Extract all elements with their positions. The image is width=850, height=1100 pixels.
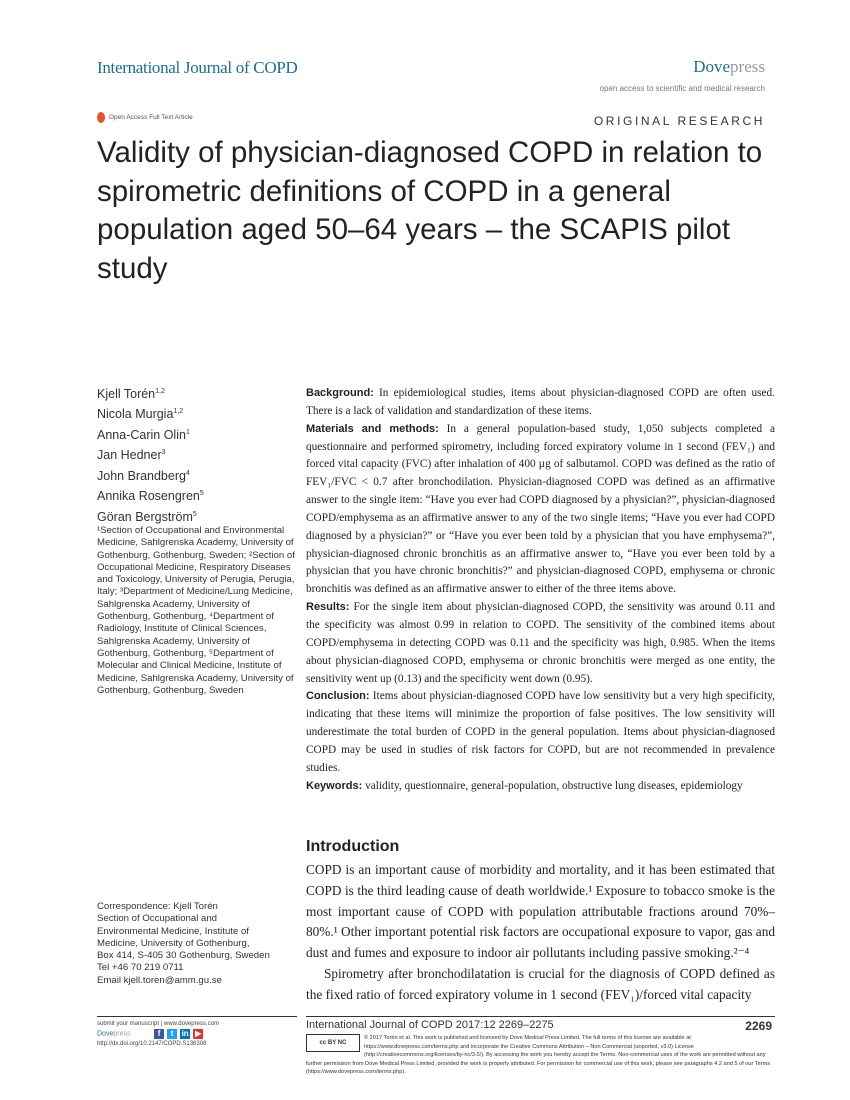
correspondence-line: Correspondence: Kjell Torén: [97, 901, 218, 912]
citation: International Journal of COPD 2017:12 2269–2275: [306, 1019, 554, 1031]
open-access-label: Open Access Full Text Article: [109, 114, 193, 121]
abstract-label: Background:: [306, 387, 374, 399]
publisher-logo-b: press: [730, 57, 765, 76]
author-name: Jan Hedner: [97, 448, 162, 463]
abstract-section: [306, 385, 775, 421]
publisher-tagline: open access to scientific and medical research: [599, 84, 765, 93]
open-access-icon: [97, 112, 105, 123]
author: [97, 465, 204, 485]
author-name: Anna-Carin Olin: [97, 428, 186, 443]
author-affiliation-ref: 1,2: [155, 388, 165, 395]
open-access-badge: [97, 112, 193, 123]
author: [97, 424, 204, 444]
abstract-text: In a general population-based study, 1,050 subjects completed a questionnaire and performed spirometry, including forced expiratory volume in 1 second (FEV₁) and forced vital capacity (FVC) after inhalation of 400 µg of salbutamol. COPD was defined as the ratio of FEV₁/FVC < 0.7 after bronchodilation. Physician-diagnosed COPD was defined as an affirmative answer to the single item: “Have you ever had COPD diagnosed by a physician?”, physician-diagnosed COPD/emphysema as an affirmative answer to any of the two single items; “Have you ever had COPD diagnosed by a physician?” or “Have you ever been told by a physician that you have emphysema?”, physician-diagnosed chronic bronchitis as an affirmative answer to, “Have you ever been told by a physician that you have chronic bronchitis?” and physician-diagnosed COPD, emphysema or chronic bronchitis was defined as an affirmative answer to either of the three items above.: [306, 422, 775, 596]
introduction-body: [306, 860, 775, 1006]
article-title: Validity of physician-diagnosed COPD in relation to spirometric definitions of COPD in a general population aged 50–64 years – the SCAPIS pilot study: [97, 136, 763, 285]
abstract-label: Materials and methods:: [306, 422, 439, 435]
affiliations: ¹Section of Occupational and Environmental Medicine, Sahlgrenska Academy, University of Gothenburg, Gothenburg, Sweden; ²Section of Occupational Medicine, Respiratory Diseases and Toxicology, University of Perugia, Perugia, Italy; ³Department of Medicine/Lung Medicine, Sahlgrenska Academy, University of Gothenburg, Gothenburg, ⁴Department of Radiology, Institute of Clinical Sciences, Sahlgrenska Academy, University of Gothenburg, Gothenburg, ⁵Department of Molecular and Clinical Medicine, Institute of Medicine, Sahlgrenska Academy, University of Gothenburg, Gothenburg, Sweden: [97, 525, 295, 696]
author-affiliation-ref: 4: [185, 469, 190, 477]
youtube-icon[interactable]: ▶: [195, 1029, 202, 1038]
author-affiliation-ref: 3: [161, 449, 166, 457]
abstract-label: Results:: [306, 601, 350, 614]
license-text: [306, 1034, 774, 1077]
publisher-logo[interactable]: [693, 57, 765, 77]
cc-license-icon: cc BY NC: [306, 1034, 360, 1052]
footer-dove-logo: Dovepress: [97, 1030, 131, 1038]
correspondence-line: Tel +46 70 219 0711: [97, 962, 184, 974]
license-body: © 2017 Torén et al. This work is published and licensed by Dove Medical Press Limited. The full terms of this license are available at https://www.dovepress.com/terms.php and incorporate the Creative Commons Attribution – Non Commercial (unported, v3.0) License (http://creativecommons.org/licenses/by-nc/3.0/). By accessing the work you hereby accept the Terms. Non-commercial uses of the work are permitted without any further permission from Dove Medical Press Limited, provided the work is properly attributed. For permission for commercial use of this work, please see paragraphs 4.2 and 5 of our Terms (https://www.dovepress.com/terms.php).: [306, 1035, 771, 1076]
abstract-section: [306, 688, 775, 777]
journal-name: International Journal of COPD: [97, 58, 298, 77]
abstract-label: Conclusion:: [306, 690, 370, 703]
author-affiliation-ref: 5: [199, 490, 204, 498]
correspondence-line: Email kjell.toren@amm.gu.se: [97, 974, 222, 986]
paragraph: COPD is an important cause of morbidity and mortality, and it has been estimated that COPD is the third leading cause of death worldwide.¹ Exposure to tobacco smoke is the most important cause of COPD with population attributable fractions around 70%–80%.¹ Other important potential risk factors are occupational exposure to vapor, gas and dust and fumes and exposure to indoor air pollutants including passive smoking.²⁻⁴: [306, 862, 775, 961]
section-heading-introduction: Introduction: [306, 838, 400, 855]
doi-link[interactable]: http://dx.doi.org/10.2147/COPD.S136308: [97, 1040, 207, 1047]
abstract-section: [306, 421, 775, 599]
author: [97, 506, 204, 526]
abstract-text: validity, questionnaire, general-population, obstructive lung diseases, epidemiology: [362, 779, 743, 792]
author-affiliation-ref: 1: [185, 428, 190, 436]
abstract: [306, 385, 775, 795]
publisher-logo-a: Dove: [693, 57, 731, 76]
author-name: Annika Rosengren: [97, 489, 200, 504]
author-name: Kjell Torén: [97, 387, 156, 402]
footer-left: [97, 1020, 297, 1049]
abstract-text: In epidemiological studies, items about physician-diagnosed COPD are often used. There is a lack of validation and standardization of these items.: [306, 387, 775, 417]
footer-divider: [306, 1016, 775, 1017]
author: [97, 444, 204, 464]
author: [97, 383, 204, 403]
author-affiliation-ref: 5: [192, 510, 197, 518]
page-number: 2269: [745, 1019, 772, 1033]
abstract-section: [306, 599, 775, 688]
submit-link[interactable]: submit your manuscript | www.dovepress.com: [97, 1021, 219, 1027]
correspondence: [97, 901, 297, 987]
paragraph: Spirometry after bronchodilatation is crucial for the diagnosis of COPD defined as the fixed ratio of forced expiratory volume in 1 second (FEV₁)/forced vital capacity: [306, 965, 775, 1002]
article-type: ORIGINAL RESEARCH: [593, 114, 765, 128]
abstract-label: Keywords:: [306, 779, 363, 792]
correspondence-line: Environmental Medicine, Institute of: [97, 925, 249, 937]
author-affiliation-ref: 1,2: [173, 408, 184, 416]
author-name: Nicola Murgia: [97, 407, 174, 422]
linkedin-icon[interactable]: in: [181, 1029, 189, 1038]
correspondence-line: Section of Occupational and: [97, 913, 218, 925]
correspondence-line: Box 414, S-405 30 Gothenburg, Sweden: [97, 950, 270, 962]
author: [97, 485, 204, 505]
abstract-section: [306, 778, 775, 796]
author-name: Göran Bergström: [97, 509, 193, 524]
author: [97, 403, 204, 423]
twitter-icon[interactable]: t: [167, 1029, 177, 1039]
footer-divider: [97, 1016, 297, 1017]
correspondence-line: Medicine, University of Gothenburg,: [97, 937, 250, 949]
facebook-icon[interactable]: f: [154, 1029, 164, 1039]
author-list: [97, 383, 204, 526]
author-name: John Brandberg: [97, 468, 186, 483]
abstract-text: For the single item about physician-diagnosed COPD, the sensitivity was around 0.11 and the specificity was almost 0.99 in relation to COPD. The sensitivity of the combined items about COPD/emphysema in detecting COPD was 0.11 and the specificity was high, 0.985. When the items about physician-diagnosed COPD, emphysema or chronic bronchitis were merged as one entity, the sensitivity went up (0.13) and the specificity went down (0.95).: [306, 601, 775, 685]
abstract-text: Items about physician-diagnosed COPD have low sensitivity but a very high specificity, indicating that these items will minimize the proportion of false positives. The low sensitivity will underestimate the total burden of COPD in the general population. Items about physician-diagnosed COPD may be used in studies of risk factors for COPD, but are not recommended in prevalence studies.: [306, 690, 775, 774]
